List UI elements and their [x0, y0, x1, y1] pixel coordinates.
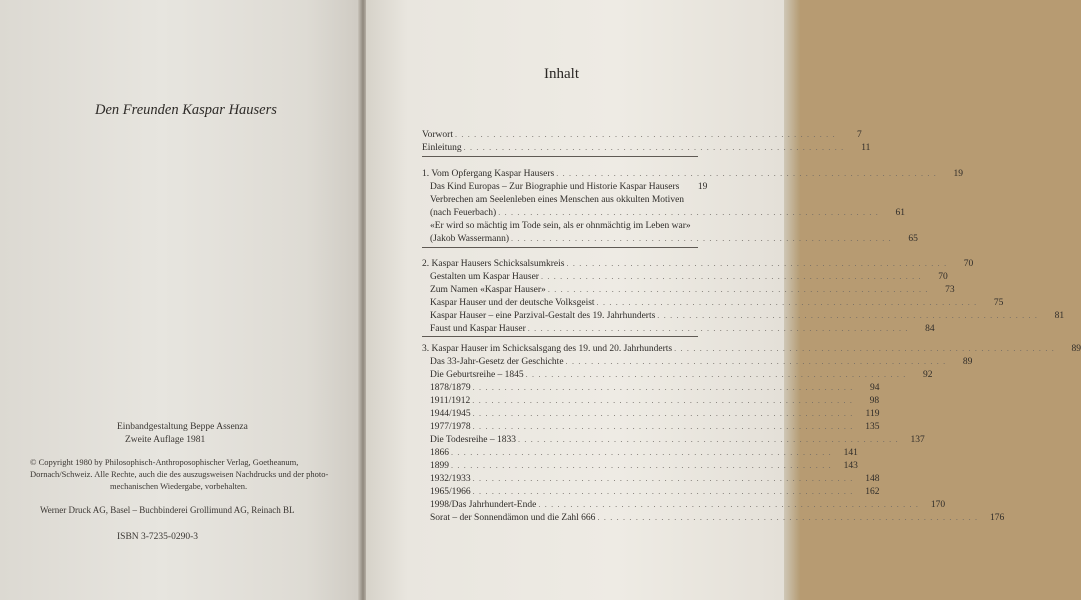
toc-entry [430, 283, 955, 296]
toc-leader-dots: . . . . . . . . . . . . . . . . . . . . . . . . . . . . . . . . . . . . . . . . . . . . . . . . . . . . . . . . . . . . [511, 234, 892, 243]
toc-entry-page: 7 [857, 130, 862, 140]
toc-entry-page: 75 [993, 298, 1004, 308]
toc-leader-dots: . . . . . . . . . . . . . . . . . . . . . . . . . . . . . . . . . . . . . . . . . . . . . . . . . . . . . . . . . . . . [498, 208, 880, 217]
toc-entry-label: Faust und Kaspar Hauser [430, 324, 526, 334]
toc-leader-dots: . . . . . . . . . . . . . . . . . . . . . . . . . . . . . . . . . . . . . . . . . . . . . . . . . . . . . . . . . . . . [472, 409, 854, 418]
toc-entry [422, 342, 1081, 355]
toc-entry [430, 180, 706, 193]
toc-leader-dots: . . . . . . . . . . . . . . . . . . . . . . . . . . . . . . . . . . . . . . . . . . . . . . . . . . . . . . . . . . . . [597, 513, 979, 522]
toc-entry-label: Kaspar Hauser und der deutsche Volksgeist [430, 298, 595, 308]
toc-entry-label: Die Geburtsreihe – 1845 [430, 370, 524, 380]
toc-entry-page: 135 [865, 422, 880, 432]
toc-leader-dots: . . . . . . . . . . . . . . . . . . . . . . . . . . . . . . . . . . . . . . . . . . . . . . . . . . . . . . . . . . . . [540, 272, 922, 281]
toc-leader-dots: . . . . . . . . . . . . . . . . . . . . . . . . . . . . . . . . . . . . . . . . . . . . . . . . . . . . . . . . . . . . [472, 383, 854, 392]
toc-entry-label: (Jakob Wassermann) [430, 234, 509, 244]
toc-entry-page: 98 [869, 396, 880, 406]
toc-entry [430, 193, 706, 206]
toc-entry [430, 485, 880, 498]
toc-entry-label: 1866 [430, 448, 449, 458]
toc-leader-dots: . . . . . . . . . . . . . . . . . . . . . . . . . . . . . . . . . . . . . . . . . . . . . . . . . . . . . . . . . . . . [556, 169, 937, 178]
toc-entry [430, 355, 973, 368]
toc-entry-page: 65 [908, 234, 918, 244]
toc-entry-page: 137 [910, 435, 925, 445]
toc-entry [430, 407, 880, 420]
toc-entry-page: 143 [843, 461, 858, 471]
toc-leader-dots: . . . . . . . . . . . . . . . . . . . . . . . . . . . . . . . . . . . . . . . . . . . . . . . . . . . . . . . . . . . . [454, 130, 836, 139]
toc-entry-label: 1878/1879 [430, 383, 471, 393]
toc-entry [430, 368, 933, 381]
toc-entry-page: 170 [930, 500, 946, 510]
toc-entry-page: 11 [861, 143, 871, 153]
toc-leader-dots: . . . . . . . . . . . . . . . . . . . . . . . . . . . . . . . . . . . . . . . . . . . . . . . . . . . . . . . . . . . . [596, 298, 978, 307]
toc-entry-label: 3. Kaspar Hauser im Schicksalsgang des 19. und 20. Jahrhunderts [422, 344, 673, 354]
toc-title: Inhalt [544, 66, 579, 82]
toc-entry-page: 141 [843, 448, 858, 458]
toc-leader-dots: . . . . . . . . . . . . . . . . . . . . . . . . . . . . . . . . . . . . . . . . . . . . . . . . . . . . . . . . . . . . [527, 324, 909, 333]
toc-entry-label: Verbrechen am Seelenleben eines Menschen aus okkulten Motiven [430, 195, 685, 205]
toc-entry-page: 92 [922, 370, 933, 380]
toc-entry [430, 206, 906, 219]
toc-entry [422, 257, 974, 270]
toc-entry-label: 1. Vom Opfergang Kaspar Hausers [422, 169, 555, 179]
toc-leader-dots: . . . . . . . . . . . . . . . . . . . . . . . . . . . . . . . . . . . . . . . . . . . . . . . . . . . . . . . . . . . . [547, 285, 929, 294]
toc-entry [430, 511, 1005, 524]
toc-entry-label: 1944/1945 [430, 409, 471, 419]
imprint-line: Dornach/Schweiz. Alle Rechte, auch die des auszugsweisen Nachdrucks und der photo- [30, 469, 329, 479]
toc-leader-dots: . . . . . . . . . . . . . . . . . . . . . . . . . . . . . . . . . . . . . . . . . . . . . . . . . . . . . . . . . . . . [525, 370, 907, 379]
imprint-line: © Copyright 1980 by Philosophisch-Anthroposophischer Verlag, Goetheanum, [30, 457, 299, 467]
imprint-line: Zweite Auflage 1981 [125, 435, 206, 445]
toc-entry [430, 296, 1004, 309]
toc-entry [430, 420, 880, 433]
toc-leader-dots: . . . . . . . . . . . . . . . . . . . . . . . . . . . . . . . . . . . . . . . . . . . . . . . . . . . . . . . . . . . . [451, 448, 832, 457]
toc-entry-page: 70 [938, 272, 948, 282]
toc-leader-dots: . . . . . . . . . . . . . . . . . . . . . . . . . . . . . . . . . . . . . . . . . . . . . . . . . . . . . . . . . . . . [538, 500, 920, 509]
toc-entry [430, 498, 946, 511]
toc-entry [430, 322, 935, 335]
toc-entry-page: 19 [697, 182, 708, 192]
toc-entry [430, 459, 858, 472]
toc-entry-label: Vorwort [422, 130, 453, 140]
toc-entry-label: 1965/1966 [430, 487, 471, 497]
toc-leader-dots: . . . . . . . . . . . . . . . . . . . . . . . . . . . . . . . . . . . . . . . . . . . . . . . . . . . . . . . . . . . . [674, 344, 1055, 353]
left-page [0, 0, 360, 600]
toc-entry [430, 446, 858, 459]
toc-entry-page: 176 [990, 513, 1005, 523]
toc-entry-page: 89 [962, 357, 973, 367]
toc-leader-dots: . . . . . . . . . . . . . . . . . . . . . . . . . . . . . . . . . . . . . . . . . . . . . . . . . . . . . . . . . . . . [472, 422, 854, 431]
toc-entry-page: 19 [953, 169, 963, 179]
toc-entry-label: 1932/1933 [430, 474, 471, 484]
toc-leader-dots: . . . . . . . . . . . . . . . . . . . . . . . . . . . . . . . . . . . . . . . . . . . . . . . . . . . . . . . . . . . . [566, 259, 948, 268]
toc-entry [430, 433, 925, 446]
toc-entry-label: Das 33-Jahr-Gesetz der Geschichte [430, 357, 564, 367]
toc-entry-label: Kaspar Hauser – eine Parzival-Gestalt des 19. Jahrhunderts [430, 311, 656, 321]
toc-entry [422, 141, 871, 154]
toc-entry-page: 84 [925, 324, 935, 334]
toc-entry-label: 1911/1912 [430, 396, 471, 406]
toc-entry-page: 89 [1071, 344, 1081, 354]
section-divider [422, 336, 698, 337]
toc-entry-label: 1998/Das Jahrhundert-Ende [430, 500, 537, 510]
toc-entry-page: 81 [1054, 311, 1065, 321]
toc-entry-page: 61 [895, 208, 906, 218]
toc-entry [430, 219, 706, 232]
toc-leader-dots: . . . . . . . . . . . . . . . . . . . . . . . . . . . . . . . . . . . . . . . . . . . . . . . . . . . . . . . . . . . . [451, 461, 832, 470]
toc-entry-page: 70 [963, 259, 974, 269]
toc-entry-label: «Er wird so mächtig im Tode sein, als er ohnmächtig im Leben war» [430, 221, 691, 231]
toc-entry [430, 394, 880, 407]
toc-entry-page: 94 [869, 383, 880, 393]
section-divider [422, 156, 698, 157]
toc-entry-page: 73 [945, 285, 955, 295]
toc-leader-dots: . . . . . . . . . . . . . . . . . . . . . . . . . . . . . . . . . . . . . . . . . . . . . . . . . . . . . . . . . . . . [517, 435, 899, 444]
toc-entry [430, 232, 918, 245]
toc-entry [422, 167, 963, 180]
toc-entry [430, 381, 880, 394]
toc-entry-label: Die Todesreihe – 1833 [430, 435, 516, 445]
toc-entry-label: 1977/1978 [430, 422, 471, 432]
toc-leader-dots: . . . . . . . . . . . . . . . . . . . . . . . . . . . . . . . . . . . . . . . . . . . . . . . . . . . . . . . . . . . . [463, 143, 845, 152]
toc-entry-label: Einleitung [422, 143, 462, 153]
imprint-line: mechanischen Wiedergabe, vorbehalten. [110, 481, 248, 491]
toc-entry-label: 1899 [430, 461, 449, 471]
toc-leader-dots: . . . . . . . . . . . . . . . . . . . . . . . . . . . . . . . . . . . . . . . . . . . . . . . . . . . . . . . . . . . . [472, 396, 854, 405]
toc-entry [430, 472, 880, 485]
toc-leader-dots: . . . . . . . . . . . . . . . . . . . . . . . . . . . . . . . . . . . . . . . . . . . . . . . . . . . . . . . . . . . . [472, 474, 854, 483]
toc-entry-label: Zum Namen «Kaspar Hauser» [430, 285, 546, 295]
toc-entry-label: (nach Feuerbach) [430, 208, 497, 218]
toc-entry-page: 119 [865, 409, 880, 419]
toc-entry-label: Gestalten um Kaspar Hauser [430, 272, 539, 282]
toc-entry-page: 148 [865, 474, 880, 484]
toc-leader-dots: . . . . . . . . . . . . . . . . . . . . . . . . . . . . . . . . . . . . . . . . . . . . . . . . . . . . . . . . . . . . [565, 357, 947, 366]
imprint-line: Einbandgestaltung Beppe Assenza [117, 422, 248, 432]
isbn: ISBN 3-7235-0290-3 [117, 532, 199, 542]
dedication: Den Freunden Kaspar Hausers [95, 102, 277, 118]
toc-entry-label: 2. Kaspar Hausers Schicksalsumkreis [422, 259, 565, 269]
section-divider [422, 247, 698, 248]
toc-entry [422, 128, 862, 141]
toc-entry [430, 309, 1065, 322]
toc-leader-dots: . . . . . . . . . . . . . . . . . . . . . . . . . . . . . . . . . . . . . . . . . . . . . . . . . . . . . . . . . . . . [472, 487, 854, 496]
imprint-line: Werner Druck AG, Basel – Buchbinderei Grollimund AG, Reinach BL [40, 505, 295, 515]
toc-entry-label: Das Kind Europas – Zur Biographie und Historie Kaspar Hausers [430, 182, 680, 192]
toc-entry-page: 162 [865, 487, 880, 497]
toc-entry-label: Sorat – der Sonnendämon und die Zahl 666 [430, 513, 596, 523]
toc-leader-dots: . . . . . . . . . . . . . . . . . . . . . . . . . . . . . . . . . . . . . . . . . . . . . . . . . . . . . . . . . . . . [657, 311, 1039, 320]
toc-entry [430, 270, 948, 283]
